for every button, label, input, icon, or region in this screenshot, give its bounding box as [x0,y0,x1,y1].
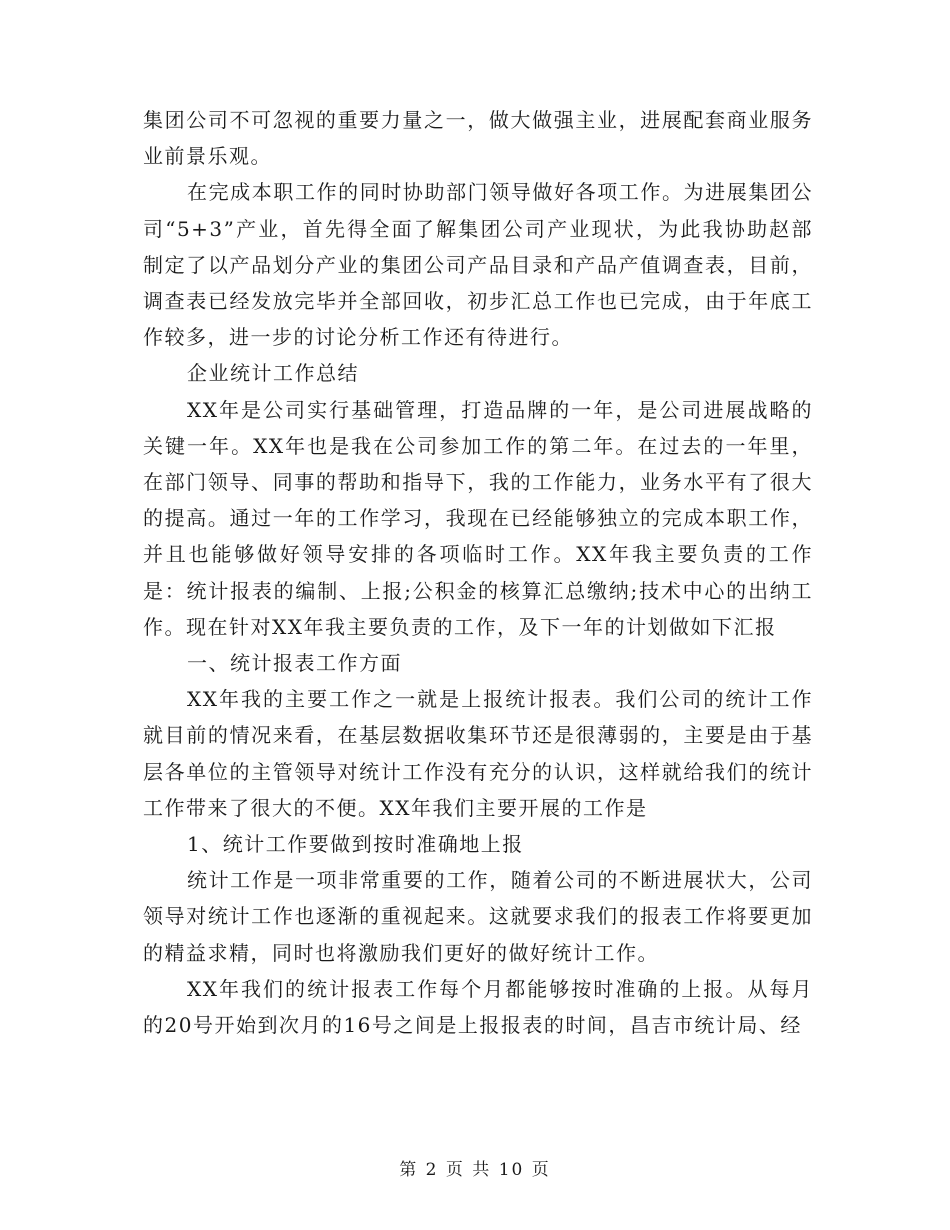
subheading-on-time-reporting: 1、统计工作要做到按时准确地上报 [187,832,524,857]
section-heading-summary: 企业统计工作总结 [187,361,359,386]
paragraph-assist-work: 在完成本职工作的同时协助部门领导做好各项工作。为进展集团公司“5+3”产业，首先得全面了解集团公司产业现状，为此我协助赵部制定了以产品划分产业的集团公司产品目录和产品产值调查表，目前，调查表已经发放完毕并全部回收，初步汇总工作也已完成，由于年底工作较多，进一步的讨论分析工作还有待进行。 [143,180,813,350]
paragraph-importance: 统计工作是一项非常重要的工作，随着公司的不断进展状大，公司领导对统计工作也逐渐的重视起来。这就要求我们的报表工作将要更加的精益求精，同时也将激励我们更好的做好统计工作。 [143,868,813,965]
document-body [143,102,813,1043]
paragraph-continuation: 集团公司不可忽视的重要力量之一，做大做强主业，进展配套商业服务业前景乐观。 [143,108,813,169]
paragraph-year-overview: XX年是公司实行基础管理，打造品牌的一年，是公司进展战略的关键一年。XX年也是我在公司参加工作的第二年。在过去的一年里，在部门领导、同事的帮助和指导下，我的工作能力，业务水平有了很大的提高。通过一年的工作学习，我现在已经能够独立的完成本职工作，并且也能够做好领导安排的各项临时工作。XX年我主要负责的工作是：统计报表的编制、上报;公积金的核算汇总缴纳;技术中心的出纳工作。现在针对XX年我主要负责的工作，及下一年的计划做如下汇报 [143,397,813,639]
paragraph-statistics-intro: XX年我的主要工作之一就是上报统计报表。我们公司的统计工作就目前的情况来看，在基层数据收集环节还是很薄弱的，主要是由于基层各单位的主管领导对统计工作没有充分的认识，这样就给我们的统计工作带来了很大的不便。XX年我们主要开展的工作是 [143,687,813,820]
paragraph-monthly-reporting: XX年我们的统计报表工作每个月都能够按时准确的上报。从每月的20号开始到次月的16号之间是上报报表的时间，昌吉市统计局、经 [143,976,813,1038]
section-heading-statistics: 一、统计报表工作方面 [187,651,402,676]
page-number-footer: 第 2 页 共 10 页 [399,1160,551,1180]
